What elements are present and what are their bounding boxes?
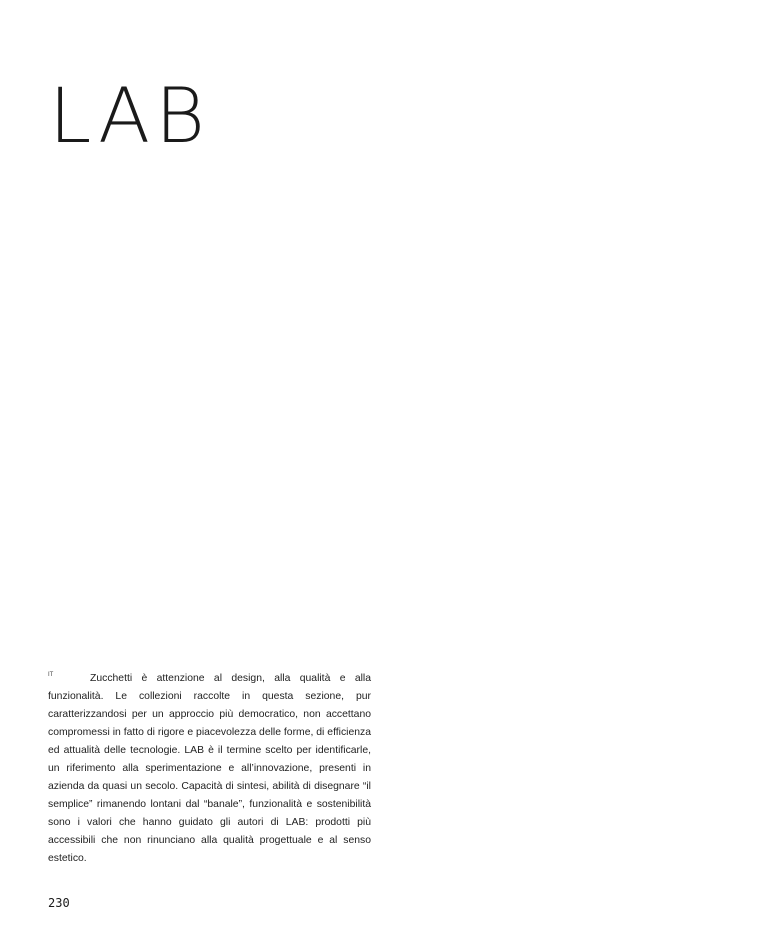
body-paragraph: Zucchetti è attenzione al design, alla qualità e alla funzionalità. Le collezioni raccolte in questa sezione, pur caratterizzandosi per un approccio più democratico, non accettano compromessi in fatto di rigore e piacevolezza delle forme, di efficienza ed attualità delle tecnologie. LAB è il termine scelto per identificarle, un riferimento alla sperimentazione e all’innovazione, presenti in azienda da quasi un secolo. Capacità di sintesi, abilità di disegnare “il semplice” rimanendo lontani dal “banale”, funzionalità e sostenibilità sono i valori che hanno guidato gli autori di LAB: prodotti più accessibili che non rinunciano alla qualità progettuale e al senso estetico. (48, 673, 371, 864)
language-tag: IT (48, 672, 54, 678)
body-text-block (48, 670, 371, 868)
page-number: 230 (48, 896, 70, 910)
section-title: LAB (49, 71, 210, 160)
